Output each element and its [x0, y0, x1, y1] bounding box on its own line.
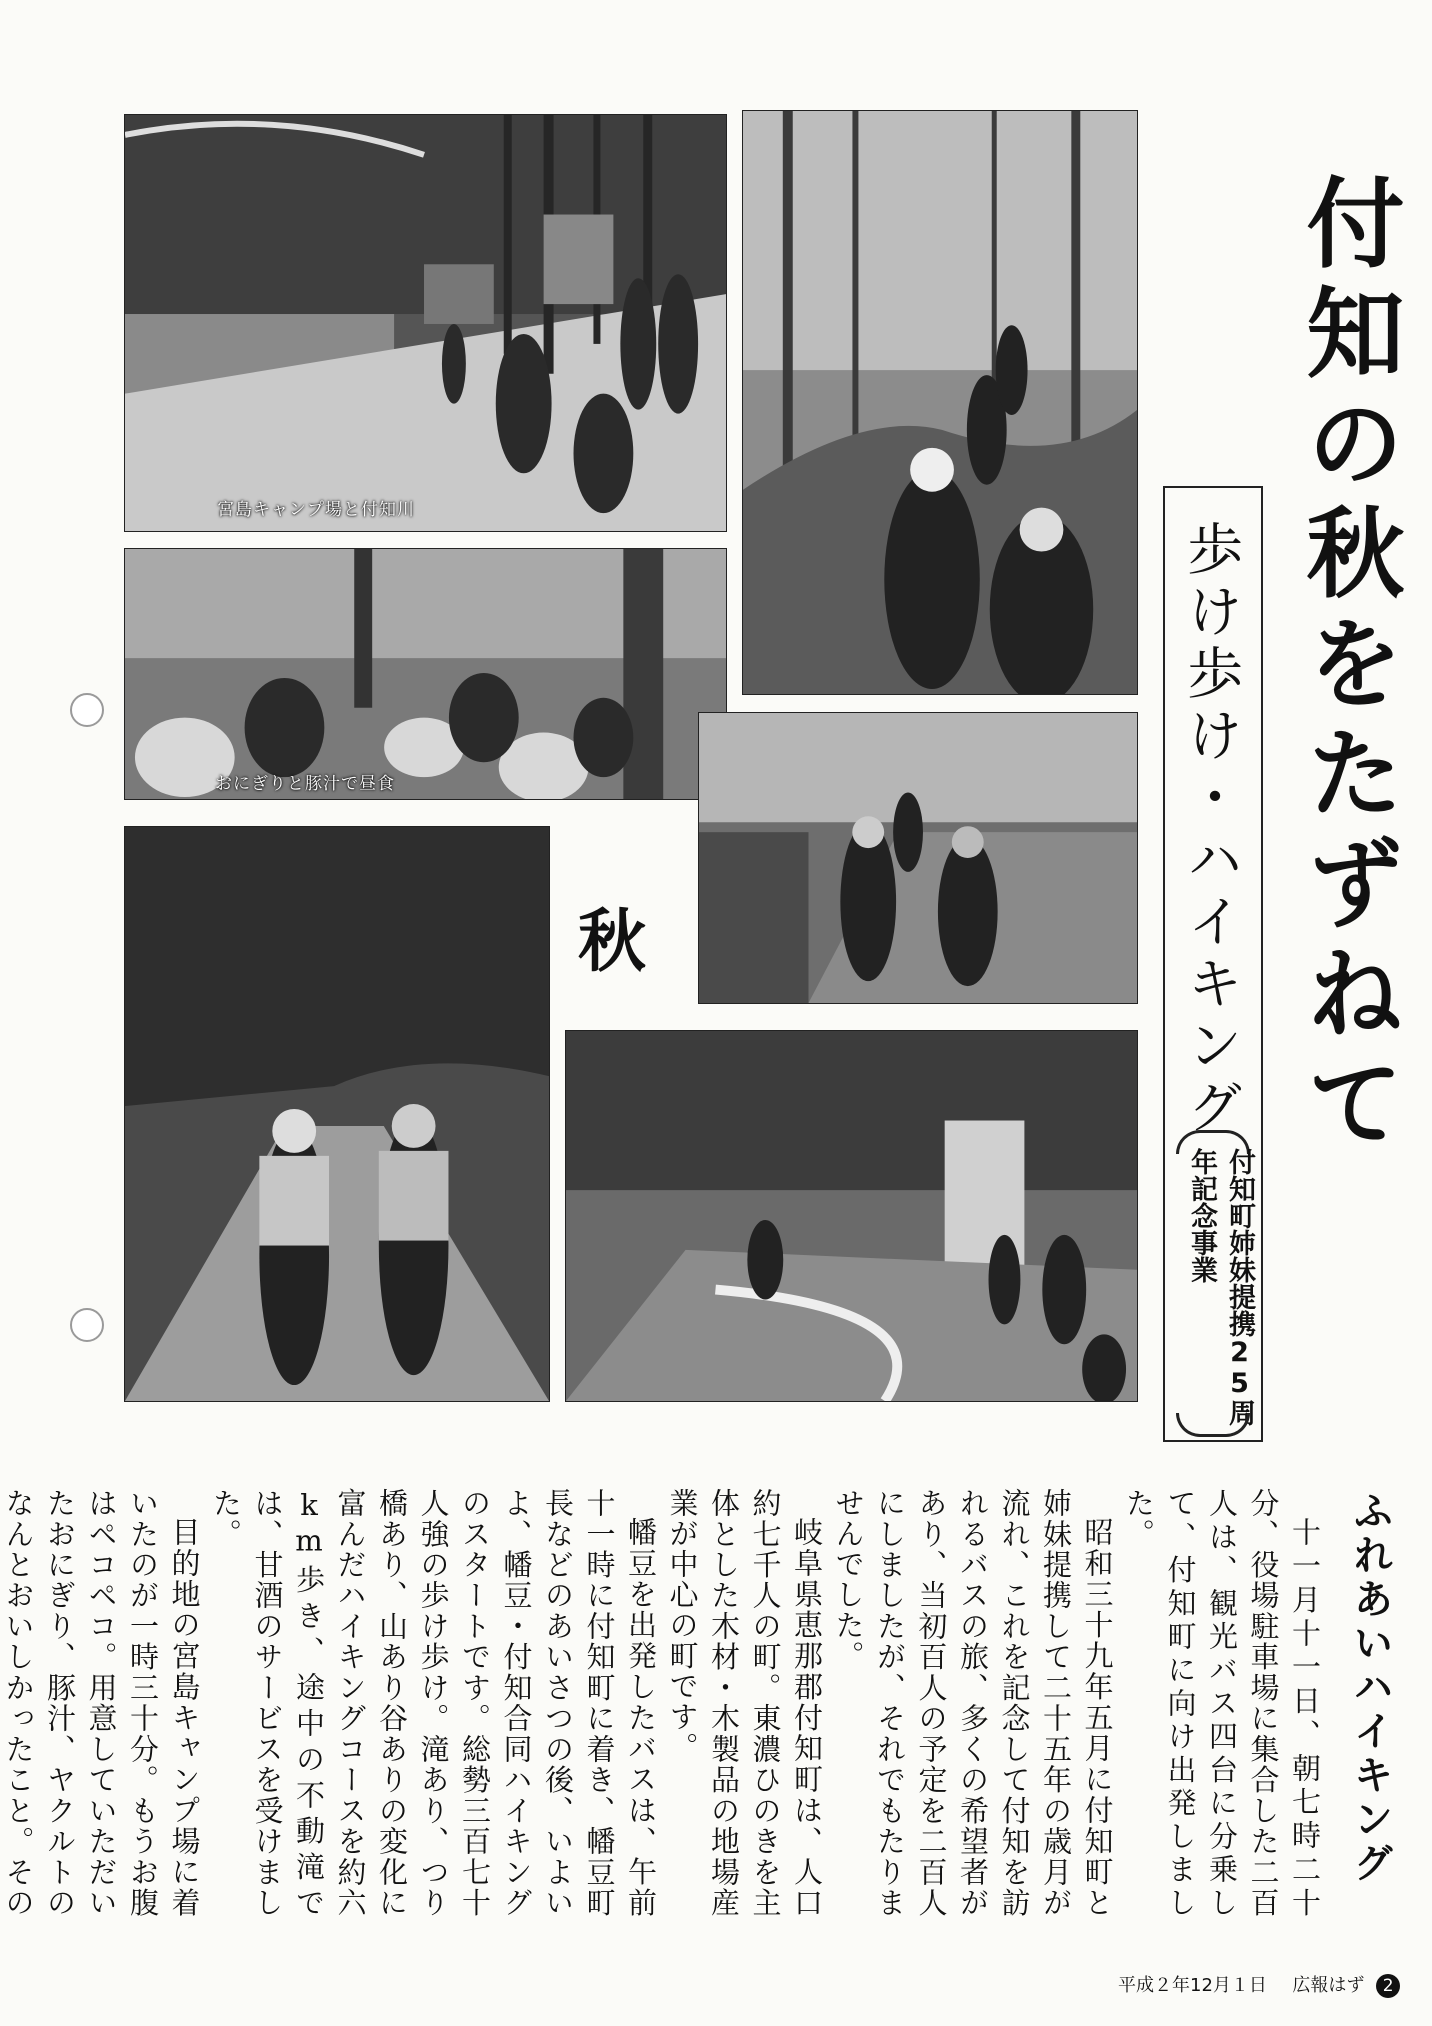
photo-caption-lunch: おにぎりと豚汁で昼食	[215, 774, 395, 794]
binder-hole-bottom	[70, 1308, 104, 1342]
footer-publication: 広報はず	[1292, 1975, 1365, 1996]
article-paragraph: 昭和三十九年五月に付知町と姉妹提携して二十五年の歳月が流れ、これを記念して付知を訪れるバスの旅、多くの希望者があり、当初百人の予定を二百人にしましたが、それでもたりませんでした。	[831, 1488, 1115, 1918]
binder-hole-top	[70, 693, 104, 727]
event-note: 付知町姉妹提携25周年記念事業	[1186, 1148, 1255, 1426]
article-heading: ふれあいハイキング	[1347, 1490, 1393, 1886]
photo-waterfall-path	[565, 1030, 1138, 1402]
photo-lunch	[124, 548, 727, 800]
autumn-label: 秋	[578, 903, 647, 982]
article-paragraph: 十一月十一日、朝七時二十分、役場駐車場に集合した二百人は、観光バス四台に分乗して、付知町に向け出発しました。	[1122, 1488, 1322, 1918]
photo-forest-trail	[742, 110, 1138, 695]
page-footer	[1118, 1971, 1400, 1998]
photo-road-hikers	[124, 826, 550, 1402]
photo-group-trail	[698, 712, 1138, 1004]
article-paragraph: 幡豆を出発したバスは、午前十一時に付知町に着き、幡豆町長などのあいさつの後、いよいよ、幡豆・付知合同ハイキングのスタートです。総勢三百七十人強の歩け歩け。滝あり、つり橋あり、山あり谷ありの変化に富んだハイキングコースを約六km歩き、途中の不動滝では、甘酒のサービスを受けました。	[209, 1488, 658, 1918]
photo-river-camp	[124, 114, 727, 532]
article-paragraph: 岐阜県恵那郡付知町は、人口約七千人の町。東濃ひのきを主体とした木材・木製品の地場産業が中心の町です。	[665, 1488, 824, 1918]
article-body	[1, 1488, 1325, 1918]
photo-caption-river: 宮島キャンプ場と付知川	[217, 500, 415, 520]
page-subtitle: 歩け歩け・ハイキング	[1178, 520, 1243, 1140]
article-paragraph: 目的地の宮島キャンプ場に着いたのが一時三十分。もうお腹はペコペコ。用意していただいたおにぎり、豚汁、ヤクルトのなんとおいしかったこと。その	[1, 1488, 202, 1918]
footer-date: 平成２年12月１日	[1118, 1975, 1267, 1996]
page-title: 付知の秋をたずねて	[1290, 172, 1404, 1162]
page-number: 2	[1376, 1974, 1400, 1998]
